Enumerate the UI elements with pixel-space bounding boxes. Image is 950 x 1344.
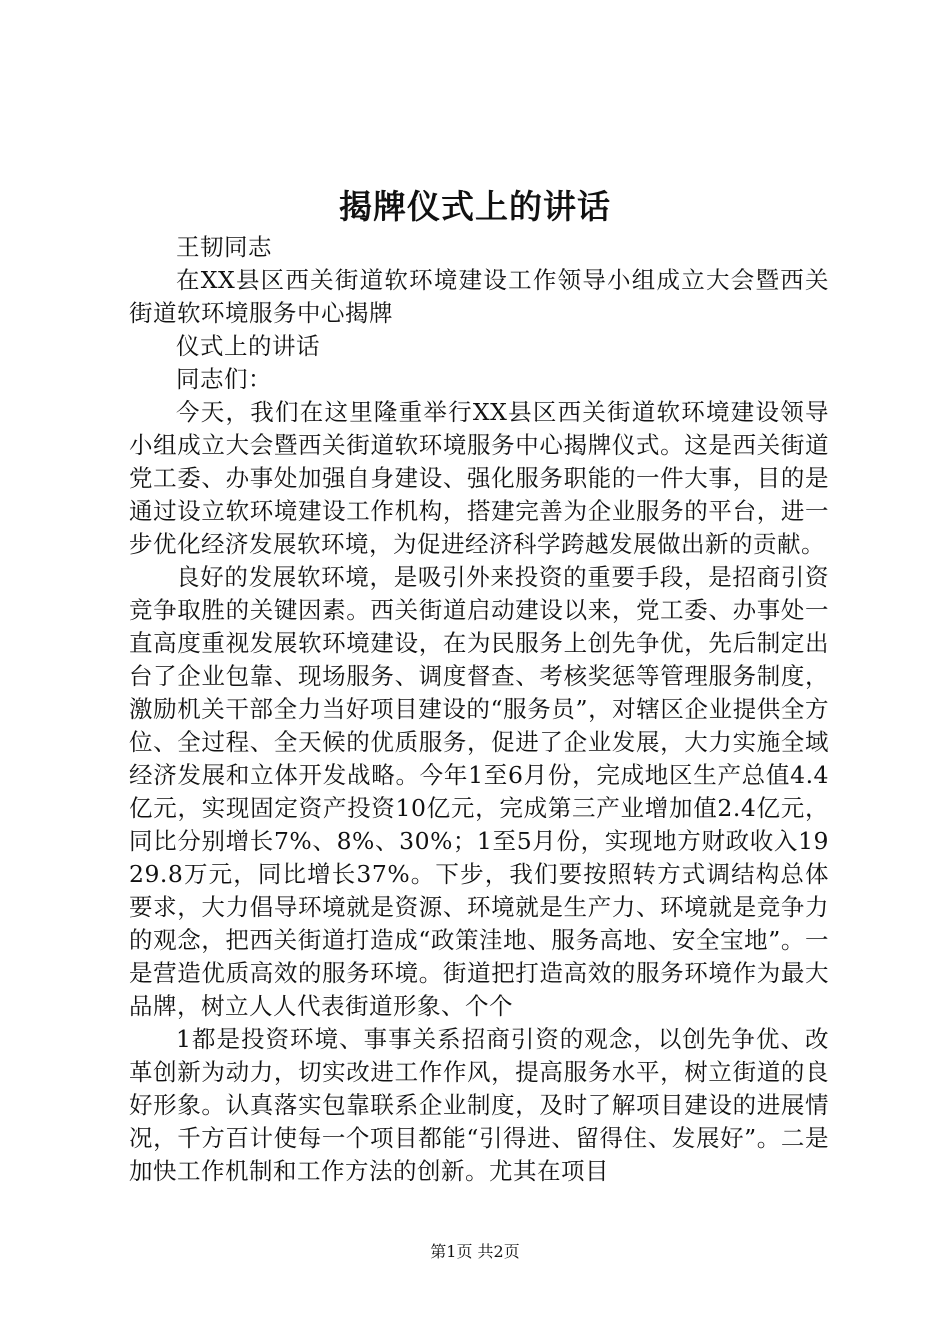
greeting: 同志们： bbox=[176, 365, 272, 393]
document-body bbox=[129, 231, 829, 1188]
body-paragraph-3: 1都是投资环境、事事关系招商引资的观念，以创先争优、改革创新为动力，切实改进工作作风，提高服务水平，树立街道的良好形象。认真落实包靠联系企业制度，及时了解项目建设的进展情况，千方百计使每一个项目都能“引得进、留得住、发展好”。二是加快工作机制和工作方法的创新。尤其在项目 bbox=[129, 1025, 829, 1185]
body-paragraph-1: 今天，我们在这里隆重举行XX县区西关街道软环境建设领导小组成立大会暨西关街道软环境服务中心揭牌仪式。这是西关街道党工委、办事处加强自身建设、强化服务职能的一件大事，目的是通过设立软环境建设工作机构，搭建完善为企业服务的平台，进一步优化经济发展软环境，为促进经济科学跨越发展做出新的贡献。 bbox=[129, 398, 829, 558]
salutation-name: 王韧同志 bbox=[176, 233, 272, 261]
subtitle-line-2: 仪式上的讲话 bbox=[176, 332, 320, 360]
body-paragraph-2: 良好的发展软环境，是吸引外来投资的重要手段，是招商引资竞争取胜的关键因素。西关街道启动建设以来，党工委、办事处一直高度重视发展软环境建设，在为民服务上创先争优，先后制定出台了企业包靠、现场服务、调度督查、考核奖惩等管理服务制度，激励机关干部全力当好项目建设的“服务员”，对辖区企业提供全方位、全过程、全天候的优质服务，促进了企业发展，大力实施全域经济发展和立体开发战略。今年1至6月份，完成地区生产总值4.4亿元，实现固定资产投资10亿元，完成第三产业增加值2.4亿元，同比分别增长7%、8%、30%；1至5月份，实现地方财政收入1929.8万元，同比增长37%。下步，我们要按照转方式调结构总体要求，大力倡导环境就是资源、环境就是生产力、环境就是竞争力的观念，把西关街道打造成“政策洼地、服务高地、安全宝地”。一是营造优质高效的服务环境。街道把打造高效的服务环境作为最大品牌，树立人人代表街道形象、个个 bbox=[129, 563, 829, 1020]
subtitle-line-1: 在XX县区西关街道软环境建设工作领导小组成立大会暨西关街道软环境服务中心揭牌 bbox=[129, 266, 829, 327]
page-number-footer: 第1页 共2页 bbox=[430, 1242, 520, 1261]
document-title: 揭牌仪式上的讲话 bbox=[339, 187, 611, 226]
